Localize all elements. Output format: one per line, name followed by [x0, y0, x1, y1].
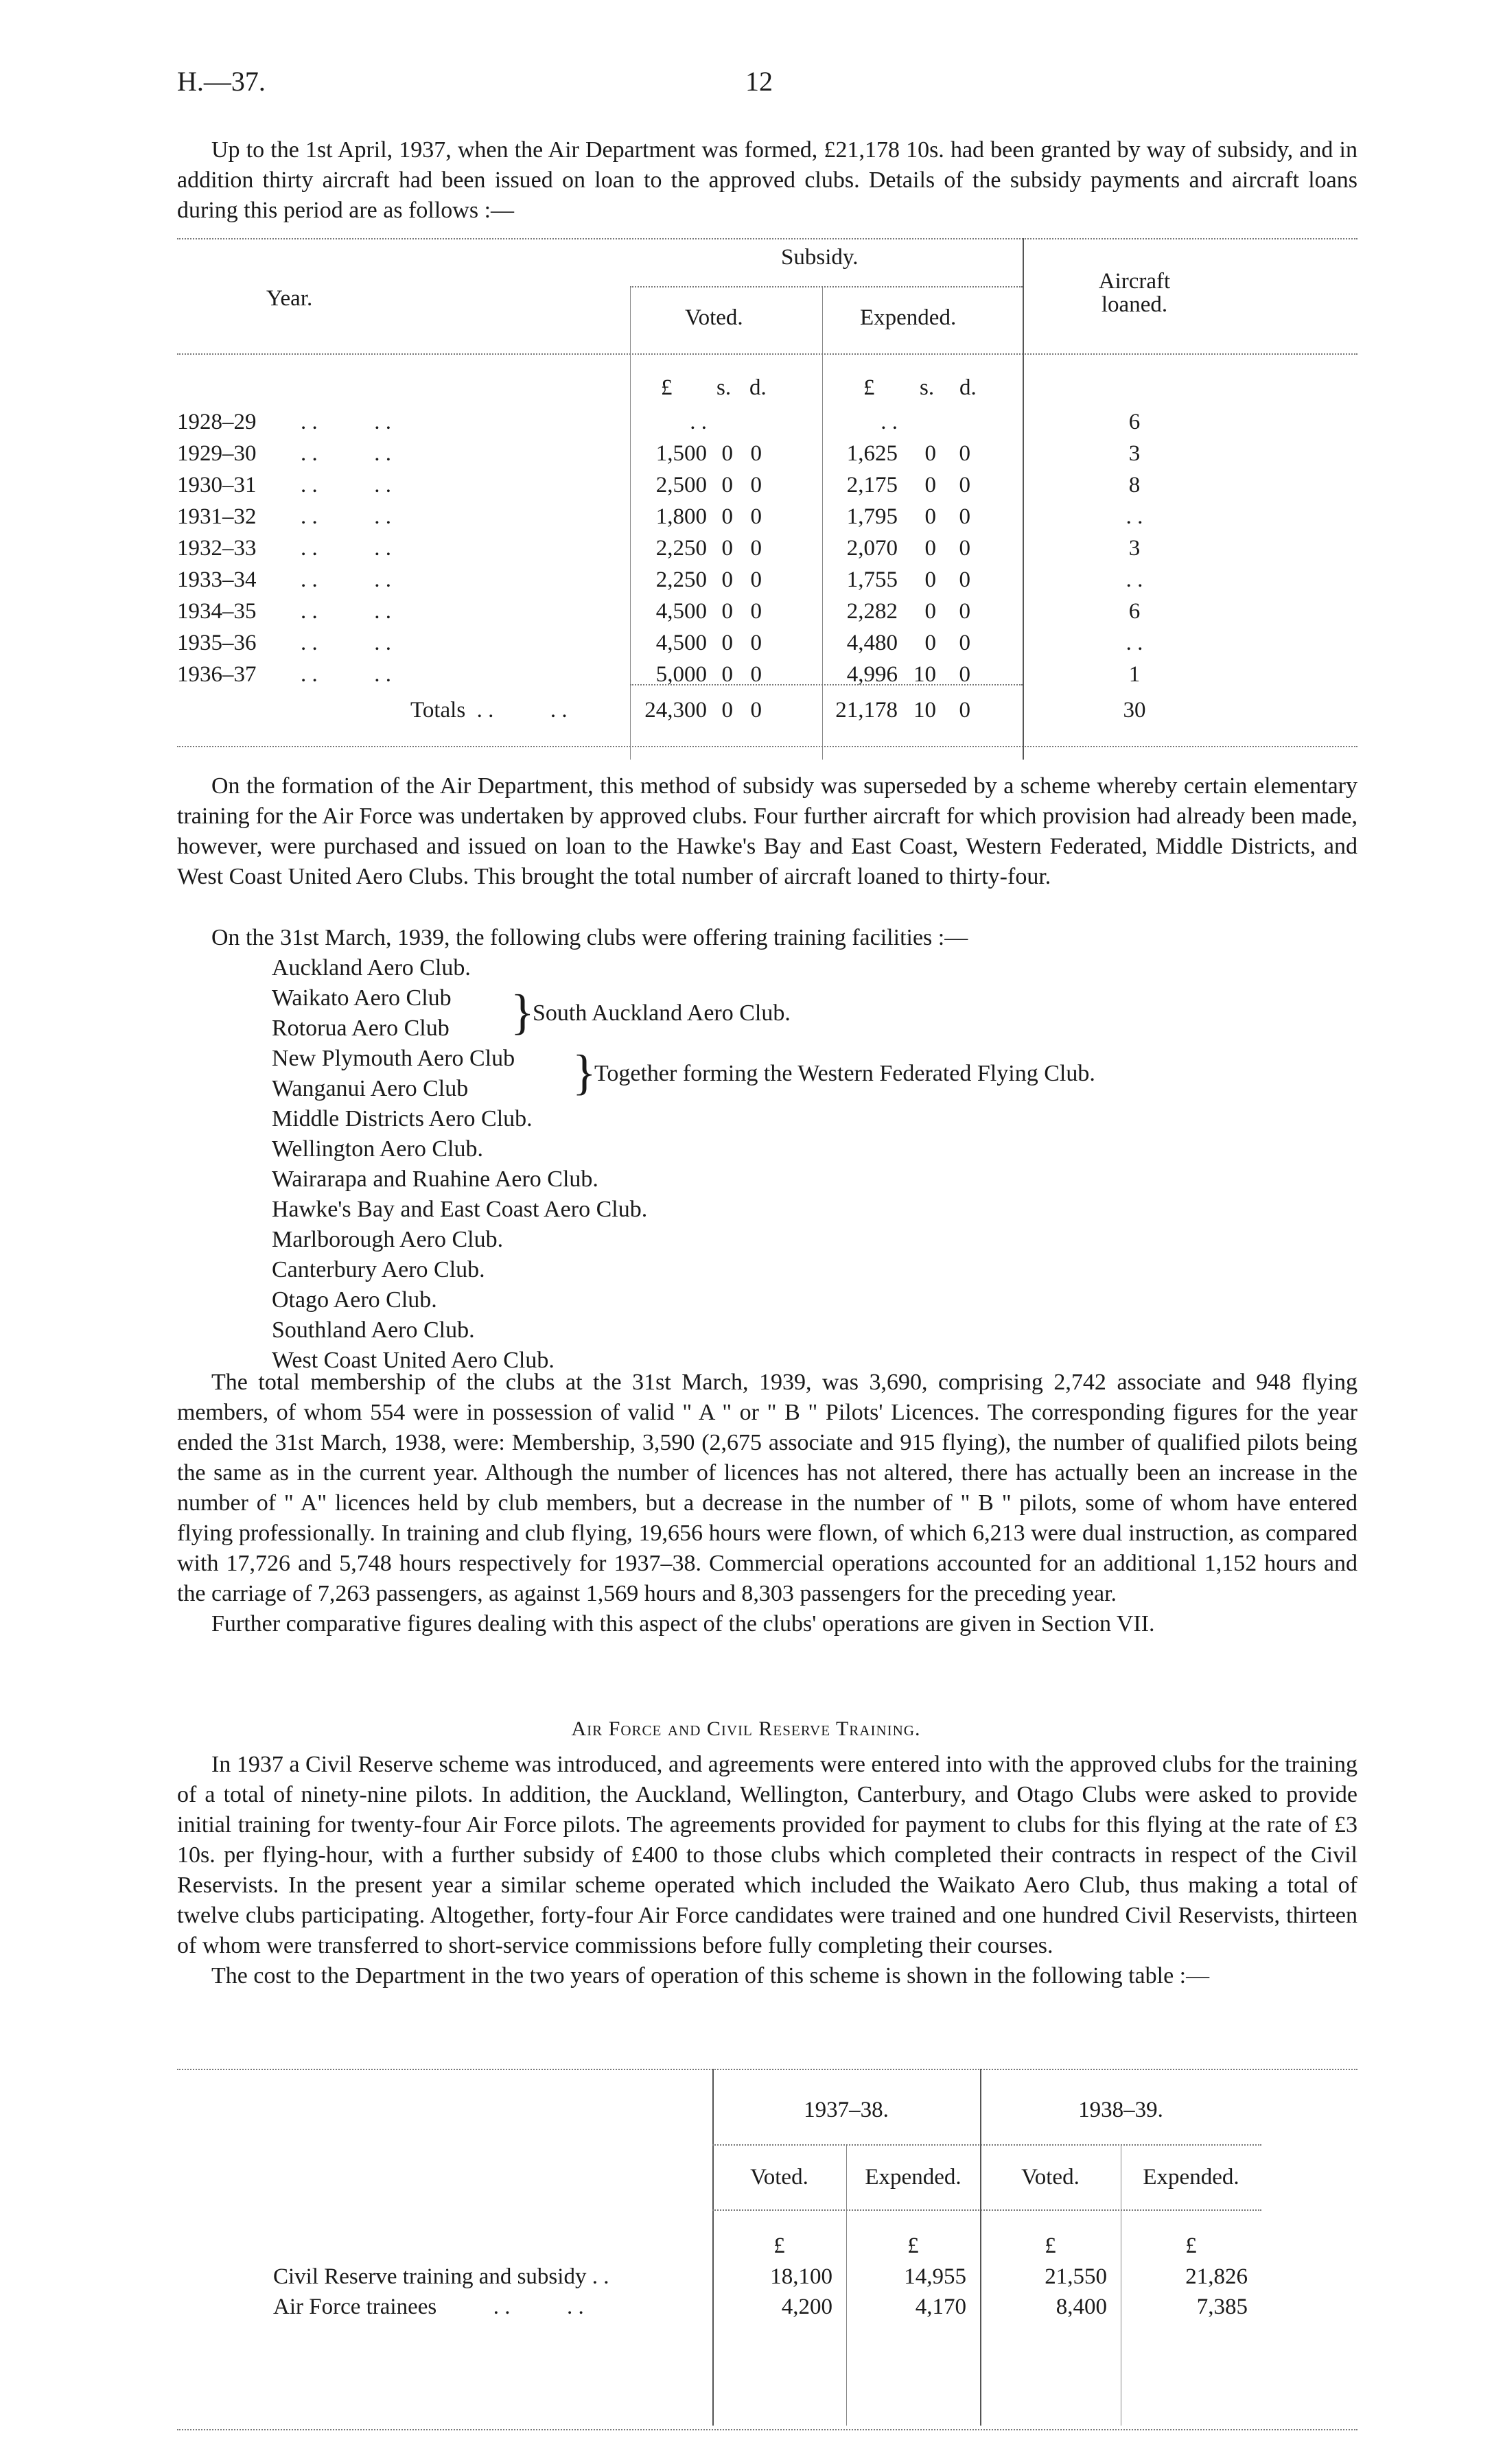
list-item: Wellington Aero Club.: [272, 1136, 483, 1162]
header-year: Year.: [266, 286, 313, 311]
civil-reserve-paragraph: [177, 1750, 1357, 1991]
row-voted-pounds: 4,500: [655, 631, 707, 655]
row-voted-pounds: 1,800: [655, 504, 707, 529]
row-expended-pence: 0: [959, 599, 970, 624]
list-item: Wairarapa and Ruahine Aero Club.: [272, 1166, 598, 1192]
row-year: 1928–29: [177, 410, 257, 434]
row-expended-pounds: 1,755: [846, 567, 898, 592]
row-voted-pence: 0: [750, 567, 762, 592]
paragraph-text: The cost to the Department in the two years of operation of this scheme is shown in the following table :—: [211, 1963, 1210, 1988]
row-expended-1938-39: 21,826: [1185, 2264, 1248, 2289]
cost-table: [177, 2069, 1357, 2439]
row-expended-pence: 0: [959, 504, 970, 529]
list-item: Rotorua Aero Club: [272, 1016, 450, 1041]
paragraph-text: On the formation of the Air Department, this method of subsidy was superseded by a scheme whereby certain elementary training for the Air Force was undertaken by approved clubs. Four further aircraft for which provision had already been made, however, were purchased and issued on loan to the Hawke's Bay and East Coast, Western Federated, Middle Districts, and West Coast United Aero Clubs. This brought the total number of aircraft loaned to thirty-four.: [177, 773, 1357, 889]
header-voted: Voted.: [685, 305, 743, 330]
row-expended-shillings: 0: [924, 599, 936, 624]
list-item: West Coast United Aero Club.: [272, 1348, 555, 1373]
page-number: 12: [745, 66, 773, 97]
clubs-intro-paragraph: [177, 923, 1357, 953]
row-expended-pence: 0: [959, 536, 970, 561]
row-voted-pence: 0: [750, 662, 762, 687]
header-voted: Voted.: [750, 2165, 808, 2190]
row-leader-dots: . . . .: [301, 599, 391, 624]
header-aircraft-loaned: Aircraft loaned.: [1098, 269, 1171, 317]
row-voted-pounds: . .: [690, 410, 707, 434]
intro-paragraph: [177, 135, 1357, 226]
row-expended-1937-38: 14,955: [904, 2264, 966, 2289]
section-heading: Air Force and Civil Reserve Training.: [571, 1717, 921, 1740]
list-item: Wanganui Aero Club: [272, 1076, 469, 1101]
row-year: 1936–37: [177, 662, 257, 687]
row-expended-shillings: 0: [924, 631, 936, 655]
unit-pound: £: [773, 2233, 785, 2258]
row-expended-pence: 0: [959, 441, 970, 466]
row-expended-pounds: 2,070: [846, 536, 898, 561]
row-expended-shillings: 0: [924, 536, 936, 561]
row-voted-shillings: 0: [721, 504, 733, 529]
row-voted-pence: 0: [750, 599, 762, 624]
row-voted-pounds: 5,000: [655, 662, 707, 687]
totals-voted-pounds: 24,300: [644, 698, 707, 723]
totals-voted-pence: 0: [750, 698, 762, 723]
table-rule: [177, 353, 1357, 355]
row-aircraft: 6: [1128, 599, 1141, 624]
row-voted-pounds: 2,250: [655, 536, 707, 561]
row-voted-shillings: 0: [721, 473, 733, 497]
row-expended-shillings: 0: [924, 473, 936, 497]
totals-voted-shillings: 0: [721, 698, 733, 723]
row-year: 1930–31: [177, 473, 257, 497]
unit-pound: £: [1045, 2233, 1056, 2258]
row-voted-pence: 0: [750, 473, 762, 497]
row-voted-pence: 0: [750, 441, 762, 466]
brace-symbol: }: [511, 985, 535, 1040]
row-expended-pence: 0: [959, 631, 970, 655]
paragraph-text: In 1937 a Civil Reserve scheme was introduced, and agreements were entered into with the approved clubs for the training of a total of ninety-nine pilots. In addition, the Auckland, Wellington, Canterbury, and Otago Clubs were asked to provide initial training for twenty-four Air Force pilots. The agreements provided for payment to clubs for this flying at the rate of £3 10s. per flying-hour, with a further subsidy of £400 to those clubs which completed their contracts in respect of the Civil Reservists. In the present year a similar scheme operated which included the Waikato Aero Club, thus making a total of twelve clubs participating. Altogether, forty-four Air Force candidates were trained and one hundred Civil Reservists, thirteen of whom were transferred to short-service commissions before fully completing their courses.: [177, 1752, 1357, 1958]
unit-shillings: s.: [920, 375, 935, 400]
unit-pound: £: [661, 375, 673, 400]
row-year: 1934–35: [177, 599, 257, 624]
row-aircraft: 6: [1128, 410, 1141, 434]
row-voted-shillings: 0: [721, 599, 733, 624]
row-leader-dots: . . . .: [301, 473, 391, 497]
row-year: 1932–33: [177, 536, 257, 561]
list-item: Middle Districts Aero Club.: [272, 1106, 533, 1131]
header-year-1937-38: 1937–38.: [804, 2098, 889, 2122]
row-aircraft: . .: [1126, 631, 1143, 655]
header-voted: Voted.: [1021, 2165, 1080, 2190]
paragraph-text: Further comparative figures dealing with this aspect of the clubs' operations are given in Section VII.: [211, 1611, 1155, 1636]
row-year: 1931–32: [177, 504, 257, 529]
row-voted-1937-38: 18,100: [770, 2264, 832, 2289]
list-item: Hawke's Bay and East Coast Aero Club.: [272, 1197, 648, 1222]
row-expended-shillings: 0: [924, 567, 936, 592]
row-expended-shillings: 10: [913, 662, 936, 687]
row-aircraft: 8: [1128, 473, 1141, 497]
totals-aircraft: 30: [1123, 698, 1146, 723]
row-leader-dots: . . . .: [301, 536, 391, 561]
table-rule: [177, 238, 1357, 240]
row-aircraft: 3: [1128, 441, 1141, 466]
row-year: 1935–36: [177, 631, 257, 655]
row-expended-pounds: 2,282: [846, 599, 898, 624]
membership-paragraph: [177, 1368, 1357, 1639]
formation-paragraph: [177, 771, 1357, 892]
club-group-south-auckland: [272, 983, 791, 1044]
document-reference: H.—37.: [177, 66, 266, 97]
group-label: South Auckland Aero Club.: [533, 1000, 791, 1026]
unit-pound: £: [907, 2233, 919, 2258]
row-expended-pounds: 1,625: [846, 441, 898, 466]
header-subsidy: Subsidy.: [781, 245, 859, 270]
row-leader-dots: . . . .: [301, 631, 391, 655]
table-column-rule: [1023, 238, 1024, 760]
row-voted-pence: 0: [750, 504, 762, 529]
list-item: Marlborough Aero Club.: [272, 1227, 504, 1252]
row-aircraft: 1: [1128, 662, 1141, 687]
unit-pound: £: [863, 375, 875, 400]
row-expended-pence: 0: [959, 473, 970, 497]
row-expended-pounds: 1,795: [846, 504, 898, 529]
unit-pence: d.: [749, 375, 767, 400]
row-expended-1937-38: 4,170: [915, 2295, 966, 2319]
totals-expended-shillings: 10: [913, 698, 936, 723]
row-voted-shillings: 0: [721, 567, 733, 592]
row-expended-1938-39: 7,385: [1196, 2295, 1248, 2319]
table-rule: [630, 286, 1023, 288]
unit-pound: £: [1185, 2233, 1197, 2258]
row-expended-pounds: 4,996: [846, 662, 898, 687]
row-voted-shillings: 0: [721, 631, 733, 655]
paragraph-text: Up to the 1st April, 1937, when the Air Department was formed, £21,178 10s. had been granted by way of subsidy, and in addition thirty aircraft had been issued on loan to the approved clubs. Details of the subsidy payments and aircraft loans during this period are as follows :—: [177, 137, 1357, 223]
row-expended-pounds: . .: [881, 410, 898, 434]
row-voted-pence: 0: [750, 631, 762, 655]
list-item: New Plymouth Aero Club: [272, 1046, 515, 1071]
row-voted-pence: 0: [750, 536, 762, 561]
list-item: Otago Aero Club.: [272, 1287, 437, 1313]
row-expended-pounds: 4,480: [846, 631, 898, 655]
row-leader-dots: . . . .: [301, 410, 391, 434]
club-group-western-federated: [272, 1044, 1095, 1104]
row-aircraft: 3: [1128, 536, 1141, 561]
row-voted-shillings: 0: [721, 662, 733, 687]
row-voted-pounds: 2,250: [655, 567, 707, 592]
list-item: Canterbury Aero Club.: [272, 1257, 485, 1282]
row-voted-pounds: 1,500: [655, 441, 707, 466]
list-item: Southland Aero Club.: [272, 1317, 475, 1343]
totals-label: Totals . . . .: [410, 698, 568, 723]
row-voted-1937-38: 4,200: [781, 2295, 832, 2319]
row-voted-pounds: 4,500: [655, 599, 707, 624]
row-expended-pence: 0: [959, 662, 970, 687]
row-voted-pounds: 2,500: [655, 473, 707, 497]
row-aircraft: . .: [1126, 567, 1143, 592]
row-leader-dots: . . . .: [301, 567, 391, 592]
row-year: 1933–34: [177, 567, 257, 592]
row-leader-dots: . . . .: [301, 441, 391, 466]
row-voted-shillings: 0: [721, 536, 733, 561]
brace-symbol: }: [572, 1045, 596, 1100]
paragraph-text: The total membership of the clubs at the 31st March, 1939, was 3,690, comprising 2,742 associate and 948 flying members, of whom 554 were in possession of valid " A " or " B " Pilots' Licences. The corresponding figures for the year ended the 31st March, 1938, were: Membership, 3,590 (2,675 associate and 915 flying), the number of qualified pilots being the same as in the current year. Although the number of licences has not altered, there has actually been an increase in the number of " A" licences held by club members, but a decrease in the number of " B " pilots, some of whom have entered flying professionally. In training and club flying, 19,656 hours were flown, of which 6,213 were dual instruction, as compared with 17,726 and 5,748 hours respectively for 1937–38. Commercial operations accounted for an additional 1,152 hours and the carriage of 7,263 passengers, as against 1,569 hours and 8,303 passengers for the preceding year.: [177, 1370, 1357, 1606]
row-leader-dots: . . . .: [301, 504, 391, 529]
row-voted-shillings: 0: [721, 441, 733, 466]
totals-expended-pounds: 21,178: [835, 698, 898, 723]
table-rule: [712, 2209, 1261, 2211]
row-leader-dots: . . . .: [301, 662, 391, 687]
unit-pence: d.: [959, 375, 977, 400]
list-item: Auckland Aero Club.: [272, 955, 471, 981]
row-label: Air Force trainees . . . .: [273, 2295, 584, 2319]
subsidy-table: [177, 238, 1357, 760]
header-expended: Expended.: [865, 2165, 961, 2190]
header-year-1938-39: 1938–39.: [1078, 2098, 1163, 2122]
row-expended-shillings: 0: [924, 504, 936, 529]
table-rule: [630, 684, 1023, 686]
totals-expended-pence: 0: [959, 698, 970, 723]
table-rule: [177, 746, 1357, 748]
row-expended-pounds: 2,175: [846, 473, 898, 497]
unit-shillings: s.: [716, 375, 732, 400]
table-rule: [712, 2144, 1261, 2146]
row-voted-1938-39: 21,550: [1045, 2264, 1107, 2289]
table-rule: [177, 2069, 1357, 2071]
header-expended: Expended.: [860, 305, 957, 330]
row-voted-1938-39: 8,400: [1056, 2295, 1107, 2319]
header-expended: Expended.: [1143, 2165, 1239, 2190]
paragraph-text: On the 31st March, 1939, the following clubs were offering training facilities :—: [211, 925, 968, 950]
row-expended-pence: 0: [959, 567, 970, 592]
list-item: Waikato Aero Club: [272, 985, 452, 1011]
table-rule: [177, 2429, 1357, 2431]
row-year: 1929–30: [177, 441, 257, 466]
row-expended-shillings: 0: [924, 441, 936, 466]
row-label: Civil Reserve training and subsidy . .: [273, 2264, 609, 2289]
group-label: Together forming the Western Federated Flying Club.: [594, 1061, 1095, 1086]
clubs-list: [272, 953, 1095, 1376]
row-aircraft: . .: [1126, 504, 1143, 529]
